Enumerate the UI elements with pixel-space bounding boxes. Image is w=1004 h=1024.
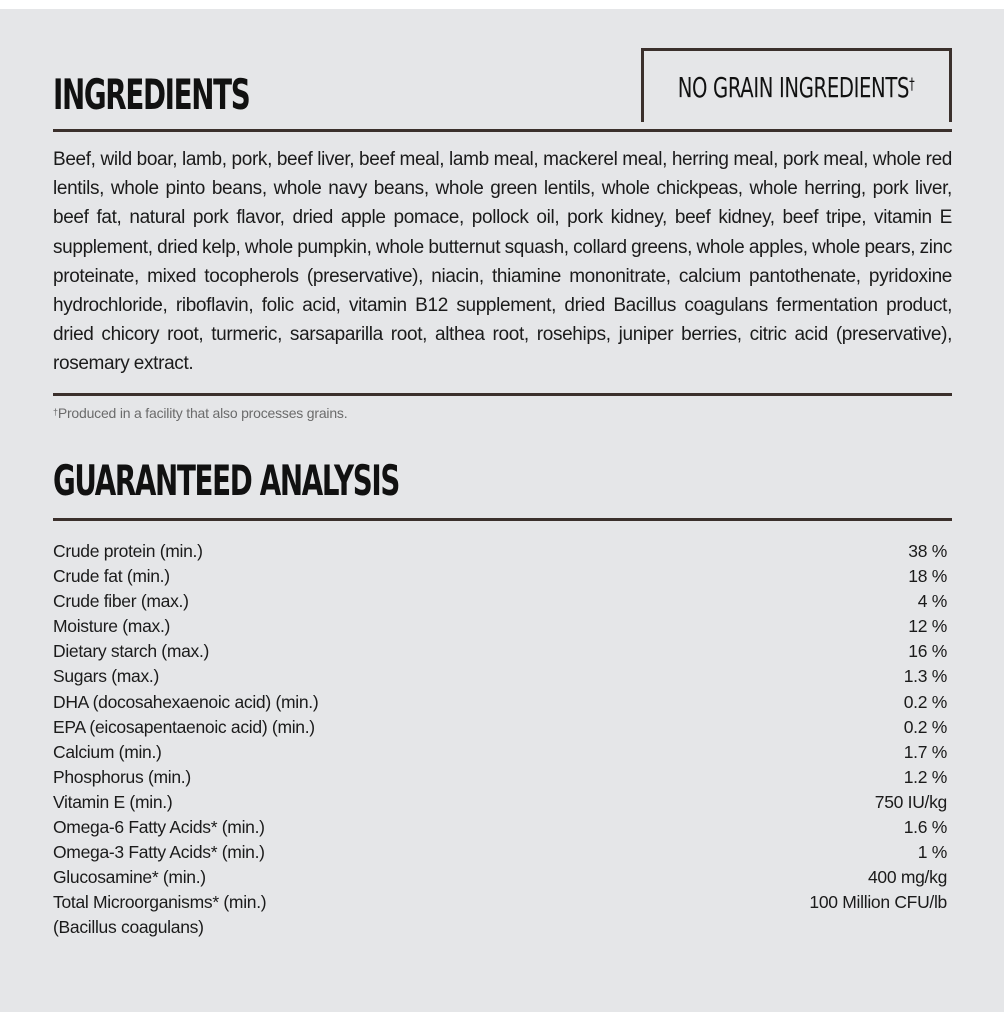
analysis-nutrient-value: 1 % <box>917 842 947 863</box>
analysis-row <box>53 589 947 614</box>
ingredients-title: INGREDIENTS <box>53 70 250 119</box>
analysis-nutrient-name: Calcium (min.) <box>53 741 162 762</box>
no-grain-badge-text <box>678 72 915 104</box>
analysis-nutrient-name: EPA (eicosapentaenoic acid) (min.) <box>53 716 315 737</box>
analysis-nutrient-name: Dietary starch (max.) <box>53 641 210 662</box>
analysis-row <box>53 690 947 715</box>
ingredients-header <box>53 48 952 132</box>
analysis-nutrient-name: Sugars (max.) <box>53 666 159 687</box>
analysis-nutrient-value: 1.6 % <box>903 817 947 838</box>
analysis-row <box>53 915 947 940</box>
analysis-nutrient-value: 1.7 % <box>903 741 947 762</box>
analysis-row <box>53 639 947 664</box>
analysis-nutrient-value: 100 Million CFU/lb <box>809 892 947 913</box>
analysis-nutrient-value: 4 % <box>917 591 947 612</box>
analysis-nutrient-value: 38 % <box>908 541 947 561</box>
analysis-row <box>53 815 947 840</box>
analysis-row <box>53 790 947 815</box>
analysis-row <box>53 890 947 915</box>
no-grain-badge-label: NO GRAIN INGREDIENTS <box>678 70 910 104</box>
analysis-nutrient-name: Omega-6 Fatty Acids* (min.) <box>53 817 265 838</box>
analysis-nutrient-name: Vitamin E (min.) <box>53 791 173 812</box>
guaranteed-analysis-table <box>53 539 947 941</box>
analysis-row <box>53 664 947 689</box>
analysis-nutrient-value: 750 IU/kg <box>874 791 947 812</box>
analysis-row <box>53 865 947 890</box>
analysis-row <box>53 564 947 589</box>
analysis-nutrient-name: Phosphorus (min.) <box>53 766 191 787</box>
no-grain-badge <box>641 48 952 122</box>
analysis-nutrient-value: 0.2 % <box>903 691 947 712</box>
analysis-row <box>53 765 947 790</box>
grain-footnote <box>53 404 347 422</box>
divider-analysis-top <box>53 518 952 521</box>
analysis-nutrient-value: 16 % <box>908 641 947 662</box>
analysis-nutrient-value: 18 % <box>908 566 947 587</box>
footnote-dagger-mark: † <box>53 407 58 417</box>
dagger-mark: † <box>909 73 915 93</box>
analysis-nutrient-value: 1.3 % <box>903 666 947 687</box>
analysis-row <box>53 740 947 765</box>
analysis-row <box>53 614 947 639</box>
divider-ingredients-bottom <box>53 393 952 396</box>
analysis-nutrient-value: 0.2 % <box>903 716 947 737</box>
analysis-row <box>53 539 947 564</box>
analysis-nutrient-name: Crude fiber (max.) <box>53 591 189 612</box>
divider-ingredients-top <box>53 129 952 132</box>
analysis-nutrient-value: 12 % <box>908 616 947 637</box>
analysis-nutrient-name: DHA (docosahexaenoic acid) (min.) <box>53 691 319 712</box>
analysis-nutrient-name: Glucosamine* (min.) <box>53 867 206 888</box>
analysis-nutrient-name: Crude protein (min.) <box>53 541 203 561</box>
analysis-row <box>53 715 947 740</box>
analysis-nutrient-name: Moisture (max.) <box>53 616 171 637</box>
analysis-nutrient-name: Total Microorganisms* (min.) <box>53 892 267 913</box>
analysis-nutrient-name: Crude fat (min.) <box>53 566 170 587</box>
guaranteed-analysis-title: GUARANTEED ANALYSIS <box>53 456 399 505</box>
analysis-nutrient-name: (Bacillus coagulans) <box>53 917 204 938</box>
analysis-nutrient-value: 400 mg/kg <box>867 867 947 888</box>
analysis-nutrient-name: Omega-3 Fatty Acids* (min.) <box>53 842 265 863</box>
analysis-nutrient-value: 1.2 % <box>903 766 947 787</box>
ingredients-list: Beef, wild boar, lamb, pork, beef liver, beef meal, lamb meal, mackerel meal, herring meal, pork meal, whole red lentils, whole pinto beans, whole navy beans, whole green lentils, whole chickpeas, whole herring, pork liver, beef fat, natural pork flavor, dried apple pomace, pollock oil, pork kidney, beef kidney, beef tripe, vitamin E supplement, dried kelp, whole pumpkin, whole butternut squash, collard greens, whole apples, whole pears, zinc proteinate, mixed tocopherols (preservative), niacin, thiamine mononitrate, calcium pantothenate, pyridoxine hydrochloride, riboflavin, folic acid, vitamin B12 supplement, dried Bacillus coagulans fermentation product, dried chicory root, turmeric, sarsaparilla root, althea root, rosehips, juniper berries, citric acid (preservative), rosemary extract. <box>53 149 952 375</box>
footnote-text: Produced in a facility that also processes grains. <box>57 405 348 421</box>
analysis-row <box>53 840 947 865</box>
